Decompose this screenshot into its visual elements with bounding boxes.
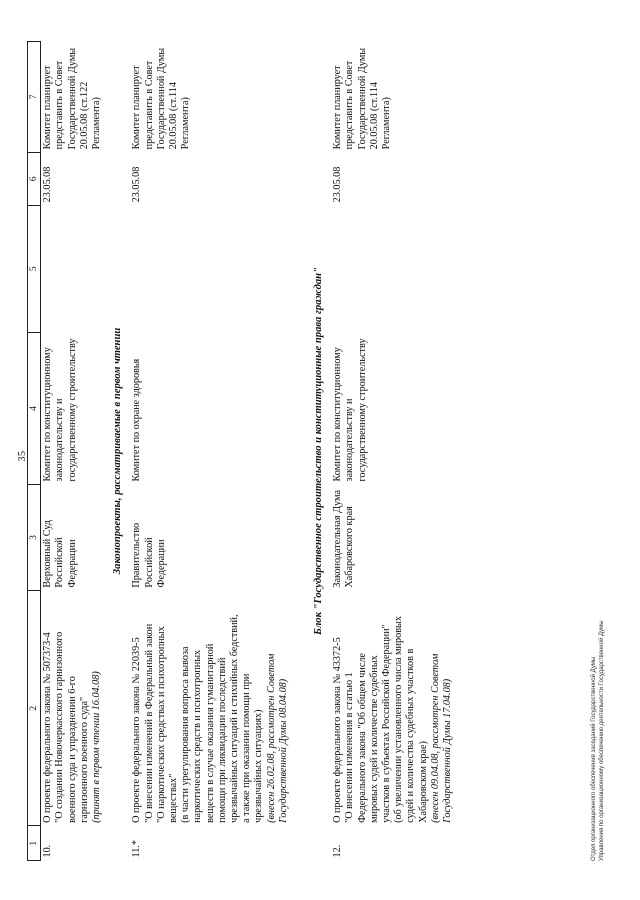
column-header-7: 7	[28, 42, 41, 153]
initiator: Правительство Российской Федерации	[131, 522, 167, 588]
description-line: участков в субъектах Российской Федерации"	[381, 624, 393, 823]
committee-plan-note: Комитет планирует представить в Совет Государственной Думы 20.05.08 (ст.122 Регламента)	[42, 47, 103, 150]
bill-status-note: (внесен 26.02.08, рассмотрен Советом Государственной Думы 08.04.08)	[265, 653, 289, 823]
agenda-table	[27, 41, 455, 861]
responsible-committee: Комитет по конституционному законодательству и государственному строительству	[332, 338, 368, 482]
block-title: Блок "Государственное строительство и конституционные права граждан"	[313, 267, 325, 635]
date-cell: 23.05.08	[42, 166, 54, 203]
footer-line: Управления по организационному обеспечению деятельности Государственной Думы	[598, 620, 605, 861]
bill-description	[331, 591, 455, 826]
section-title-first-reading: Законопроекты, рассматриваемые в первом чтении	[112, 327, 124, 575]
date-cell: 23.05.08	[332, 166, 344, 203]
description-line: чрезвычайных ситуациях)	[253, 709, 265, 823]
row-number: 11.*	[131, 840, 143, 858]
bill-status-note: (внесен 09.04.08, рассмотрен Советом Государственной Думы 17.04.08)	[429, 653, 454, 823]
description-line: веществах"	[168, 773, 180, 823]
column-header-2: 2	[28, 591, 41, 826]
description-line: "О внесении изменений в Федеральный закон	[143, 623, 155, 823]
column-5-cell	[41, 205, 105, 332]
column-header-5: 5	[28, 205, 41, 332]
description-line: О проекте федерального закона № 43372-5	[332, 637, 344, 823]
section-row	[291, 42, 331, 861]
description-line: О проекте федерального закона № 22039-5	[131, 637, 143, 823]
column-header-6: 6	[28, 152, 41, 205]
page-number: 35	[17, 450, 28, 462]
description-line: чрезвычайных ситуаций и стихийных бедствий,	[229, 614, 241, 823]
column-number-header-row	[28, 42, 41, 861]
description-line: гарнизонного военного суда"	[78, 696, 90, 823]
responsible-committee: Комитет по охране здоровья	[131, 358, 143, 482]
page-footer	[591, 620, 606, 861]
row-number: 10.	[42, 844, 54, 858]
description-line: "О наркотических средствах и психотропных	[155, 626, 167, 823]
table-row	[41, 42, 105, 861]
column-5-cell	[130, 205, 291, 332]
responsible-committee: Комитет по конституционному законодательству и государственному строительству	[42, 338, 78, 482]
date-cell: 23.05.08	[131, 166, 143, 203]
rotated-content	[12, 26, 612, 886]
description-line: (в части урегулирования вопроса вывоза	[180, 646, 192, 823]
description-line: Хабаровском крае)	[417, 741, 429, 823]
row-number: 12.	[332, 844, 344, 858]
description-line: О проекте федерального закона № 507373-4	[42, 632, 54, 823]
description-line: мировых судей и количестве судебных	[368, 655, 380, 823]
description-line: "О создании Новочеркасского гарнизонного	[54, 631, 66, 823]
bill-description	[41, 591, 105, 826]
description-line: наркотических средств и психотропных	[192, 649, 204, 823]
bill-description	[130, 591, 291, 826]
description-line: военного суда и упразднении 6-го	[66, 676, 78, 823]
column-header-1: 1	[28, 826, 41, 861]
description-line: судей и количества судебных участков в	[405, 648, 417, 823]
committee-plan-note: Комитет планирует представить в Совет Государственной Думы 20.05.08 (ст.114 Регламента)	[131, 47, 192, 150]
committee-plan-note: Комитет планирует представить в Совет Государственной Думы 20.05.08 (ст.114 Регламента)	[332, 47, 393, 150]
table-row	[130, 42, 291, 861]
column-header-4: 4	[28, 332, 41, 484]
description-line: веществ в случае оказания гуманитарной	[204, 643, 216, 823]
initiator: Верховный Суд Российской Федерации	[42, 520, 78, 588]
bill-status-note: (принят в первом чтении 16.04.08)	[91, 671, 103, 823]
table-row	[331, 42, 455, 861]
description-line: а также при оказании помощи при	[241, 673, 253, 823]
initiator: Законодательная Дума Хабаровского края	[332, 490, 356, 588]
description-line: Федерального закона "Об общем числе	[356, 653, 368, 823]
footer-line: Отдел организационного обеспечения заседаний Государственной Думы	[591, 656, 597, 861]
description-line: "О внесении изменения в статью 1	[344, 672, 356, 823]
column-5-cell	[331, 205, 455, 332]
section-row	[104, 42, 130, 861]
description-line: помощи при ликвидации последствий	[216, 657, 228, 823]
column-header-3: 3	[28, 484, 41, 590]
description-line: (об увеличении установленного числа мировых	[393, 616, 405, 823]
